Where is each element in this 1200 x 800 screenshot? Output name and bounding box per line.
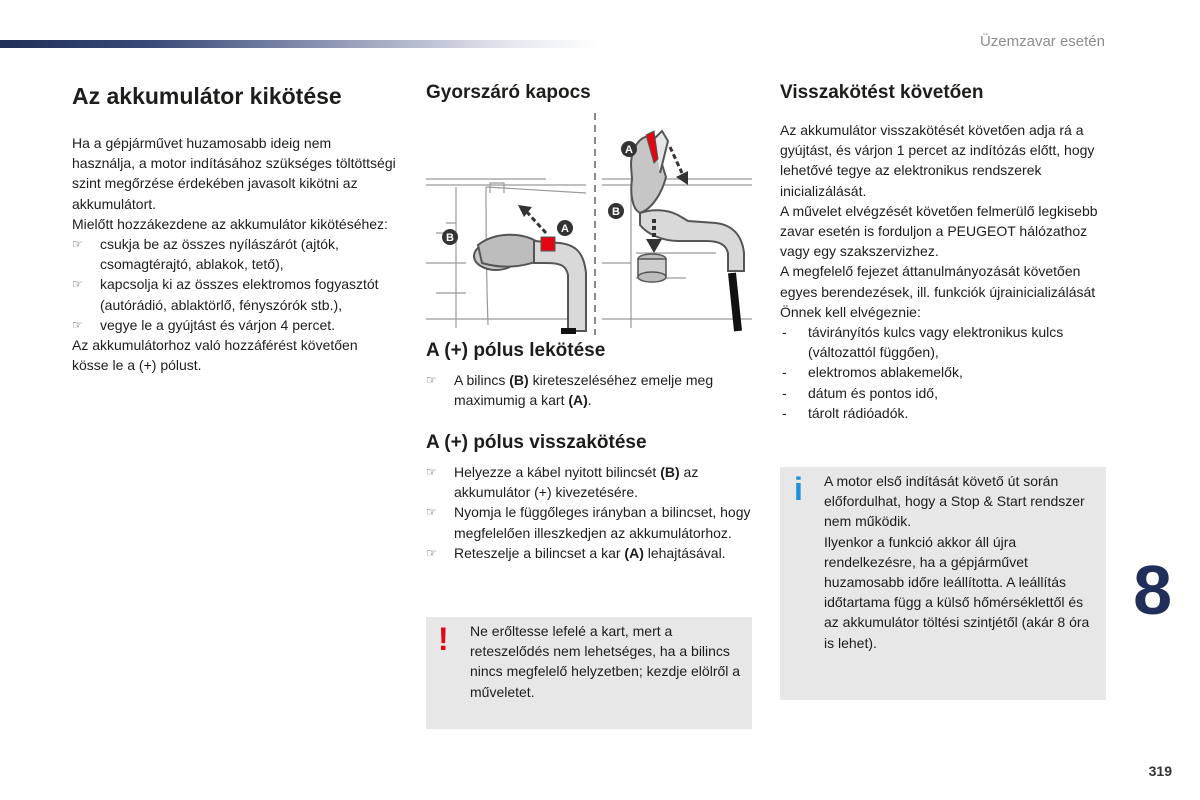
reconnect-step: ☞ Nyomja le függőleges irányban a bilincset, hogy megfelelően illeszkedjen az akkumulátorhoz. [426, 502, 751, 542]
left-clamp [474, 235, 586, 331]
info-text-1: A motor első indítását követő út során előfordulhat, hogy a Stop & Start rendszer nem működik. [824, 473, 1085, 530]
svg-text:B: B [612, 206, 620, 218]
column-battery-disconnect [72, 80, 397, 375]
after-reconnect-heading: Visszakötést követően [780, 82, 984, 103]
page-title: Az akkumulátor kikötése [72, 83, 342, 109]
chapter-number: 8 [1133, 551, 1172, 629]
column-after-reconnect [780, 80, 1105, 423]
left-lever-red-icon [541, 237, 555, 251]
prep-item: ☞ vegye le a gyújtást és várjon 4 percet. [72, 315, 397, 335]
disconnect-section [426, 338, 751, 410]
intro-paragraph: Ha a gépjárművet huzamosabb ideig nem használja, a motor indításához szükséges töltöttségi szint megőrzése érdekében javasolt kikötni az akkumulátort. [72, 135, 396, 212]
reconnect-heading: A (+) pólus visszakötése [426, 432, 647, 453]
header-color-bar [0, 40, 600, 48]
left-arrow-icon [518, 205, 546, 233]
cable [732, 273, 738, 331]
svg-text:A: A [561, 223, 569, 235]
svg-text:A: A [625, 144, 633, 156]
prep-item: ☞ csukja be az összes nyílászárót (ajtók, csomagtérajtó, ablakok, tető), [72, 234, 397, 274]
clamp-illustration [426, 113, 752, 335]
svg-text:B: B [446, 232, 454, 244]
warning-box [426, 617, 752, 729]
after-paragraph: Az akkumulátorhoz való hozzáférést követően kösse le a (+) pólust. [72, 337, 358, 374]
quick-release-heading: Gyorszáró kapocs [426, 82, 591, 103]
reinit-item: - dátum és pontos idő, [780, 383, 1105, 403]
reconnect-section [426, 430, 751, 563]
disconnect-heading: A (+) pólus lekötése [426, 340, 606, 361]
after-p2: A művelet elvégzését követően felmerülő legkisebb zavar esetén is forduljon a PEUGEOT hálózathoz vagy egy szakszervizhez. [780, 202, 1098, 260]
reinit-item: - elektromos ablakemelők, [780, 362, 1105, 382]
prep-item: ☞ kapcsolja ki az összes elektromos fogyasztót (autórádió, ablaktörlő, fényszórók stb.), [72, 274, 397, 314]
info-icon: i [794, 471, 803, 507]
info-text-2: Ilyenkor a funkció akkor áll újra rendelkezésre, ha a gépjárművet huzamosabb időre leállította. A leállítás időtartama függ a külső hőmérséklettől és az akkumulátor töltési szintjétől (akár 8 óra is lehet). [824, 533, 1090, 651]
after-p1: Az akkumulátor visszakötését követően adja rá a gyújtást, és várjon 1 percet az indítózás előtt, hogy lehetővé tegye az elektronikus rendszerek inicializálását. [780, 122, 1095, 199]
reconnect-step: ☞ Helyezze a kábel nyitott bilincsét (B) az akkumulátor (+) kivezetésére. [426, 462, 751, 502]
reinit-list [780, 322, 1105, 423]
disconnect-steps [426, 370, 751, 410]
prep-list [72, 234, 397, 335]
reconnect-step: ☞ Reteszelje a bilincset a kar (A) lehajtásával. [426, 543, 751, 563]
reconnect-steps [426, 462, 751, 563]
after-p3: A megfelelő fejezet áttanulmányozását követően egyes berendezések, ill. funkciók újrainicializálását Önnek kell elvégeznie: [780, 263, 1096, 320]
column-quick-release [426, 80, 751, 106]
page-number: 319 [1148, 763, 1172, 779]
info-box [780, 467, 1106, 700]
reinit-item: - távirányítós kulcs vagy elektronikus kulcs (változattól függően), [780, 322, 1105, 362]
reinit-item: - tárolt rádióadók. [780, 403, 1105, 423]
right-clamp [631, 131, 744, 271]
section-title: Üzemzavar esetén [979, 33, 1105, 50]
right-battery-post [638, 254, 666, 282]
disconnect-step: ☞ A bilincs (B) kireteszeléséhez emelje meg maximumig a kart (A). [426, 370, 751, 410]
warning-icon: ! [438, 621, 449, 657]
before-paragraph: Mielőtt hozzákezdene az akkumulátor kikötéséhez: [72, 215, 388, 232]
warning-text: Ne erőltesse lefelé a kart, mert a reteszelődés nem lehetséges, ha a bilincs nincs megfelelő helyzetben; kezdje elölről a műveletet. [470, 623, 741, 700]
